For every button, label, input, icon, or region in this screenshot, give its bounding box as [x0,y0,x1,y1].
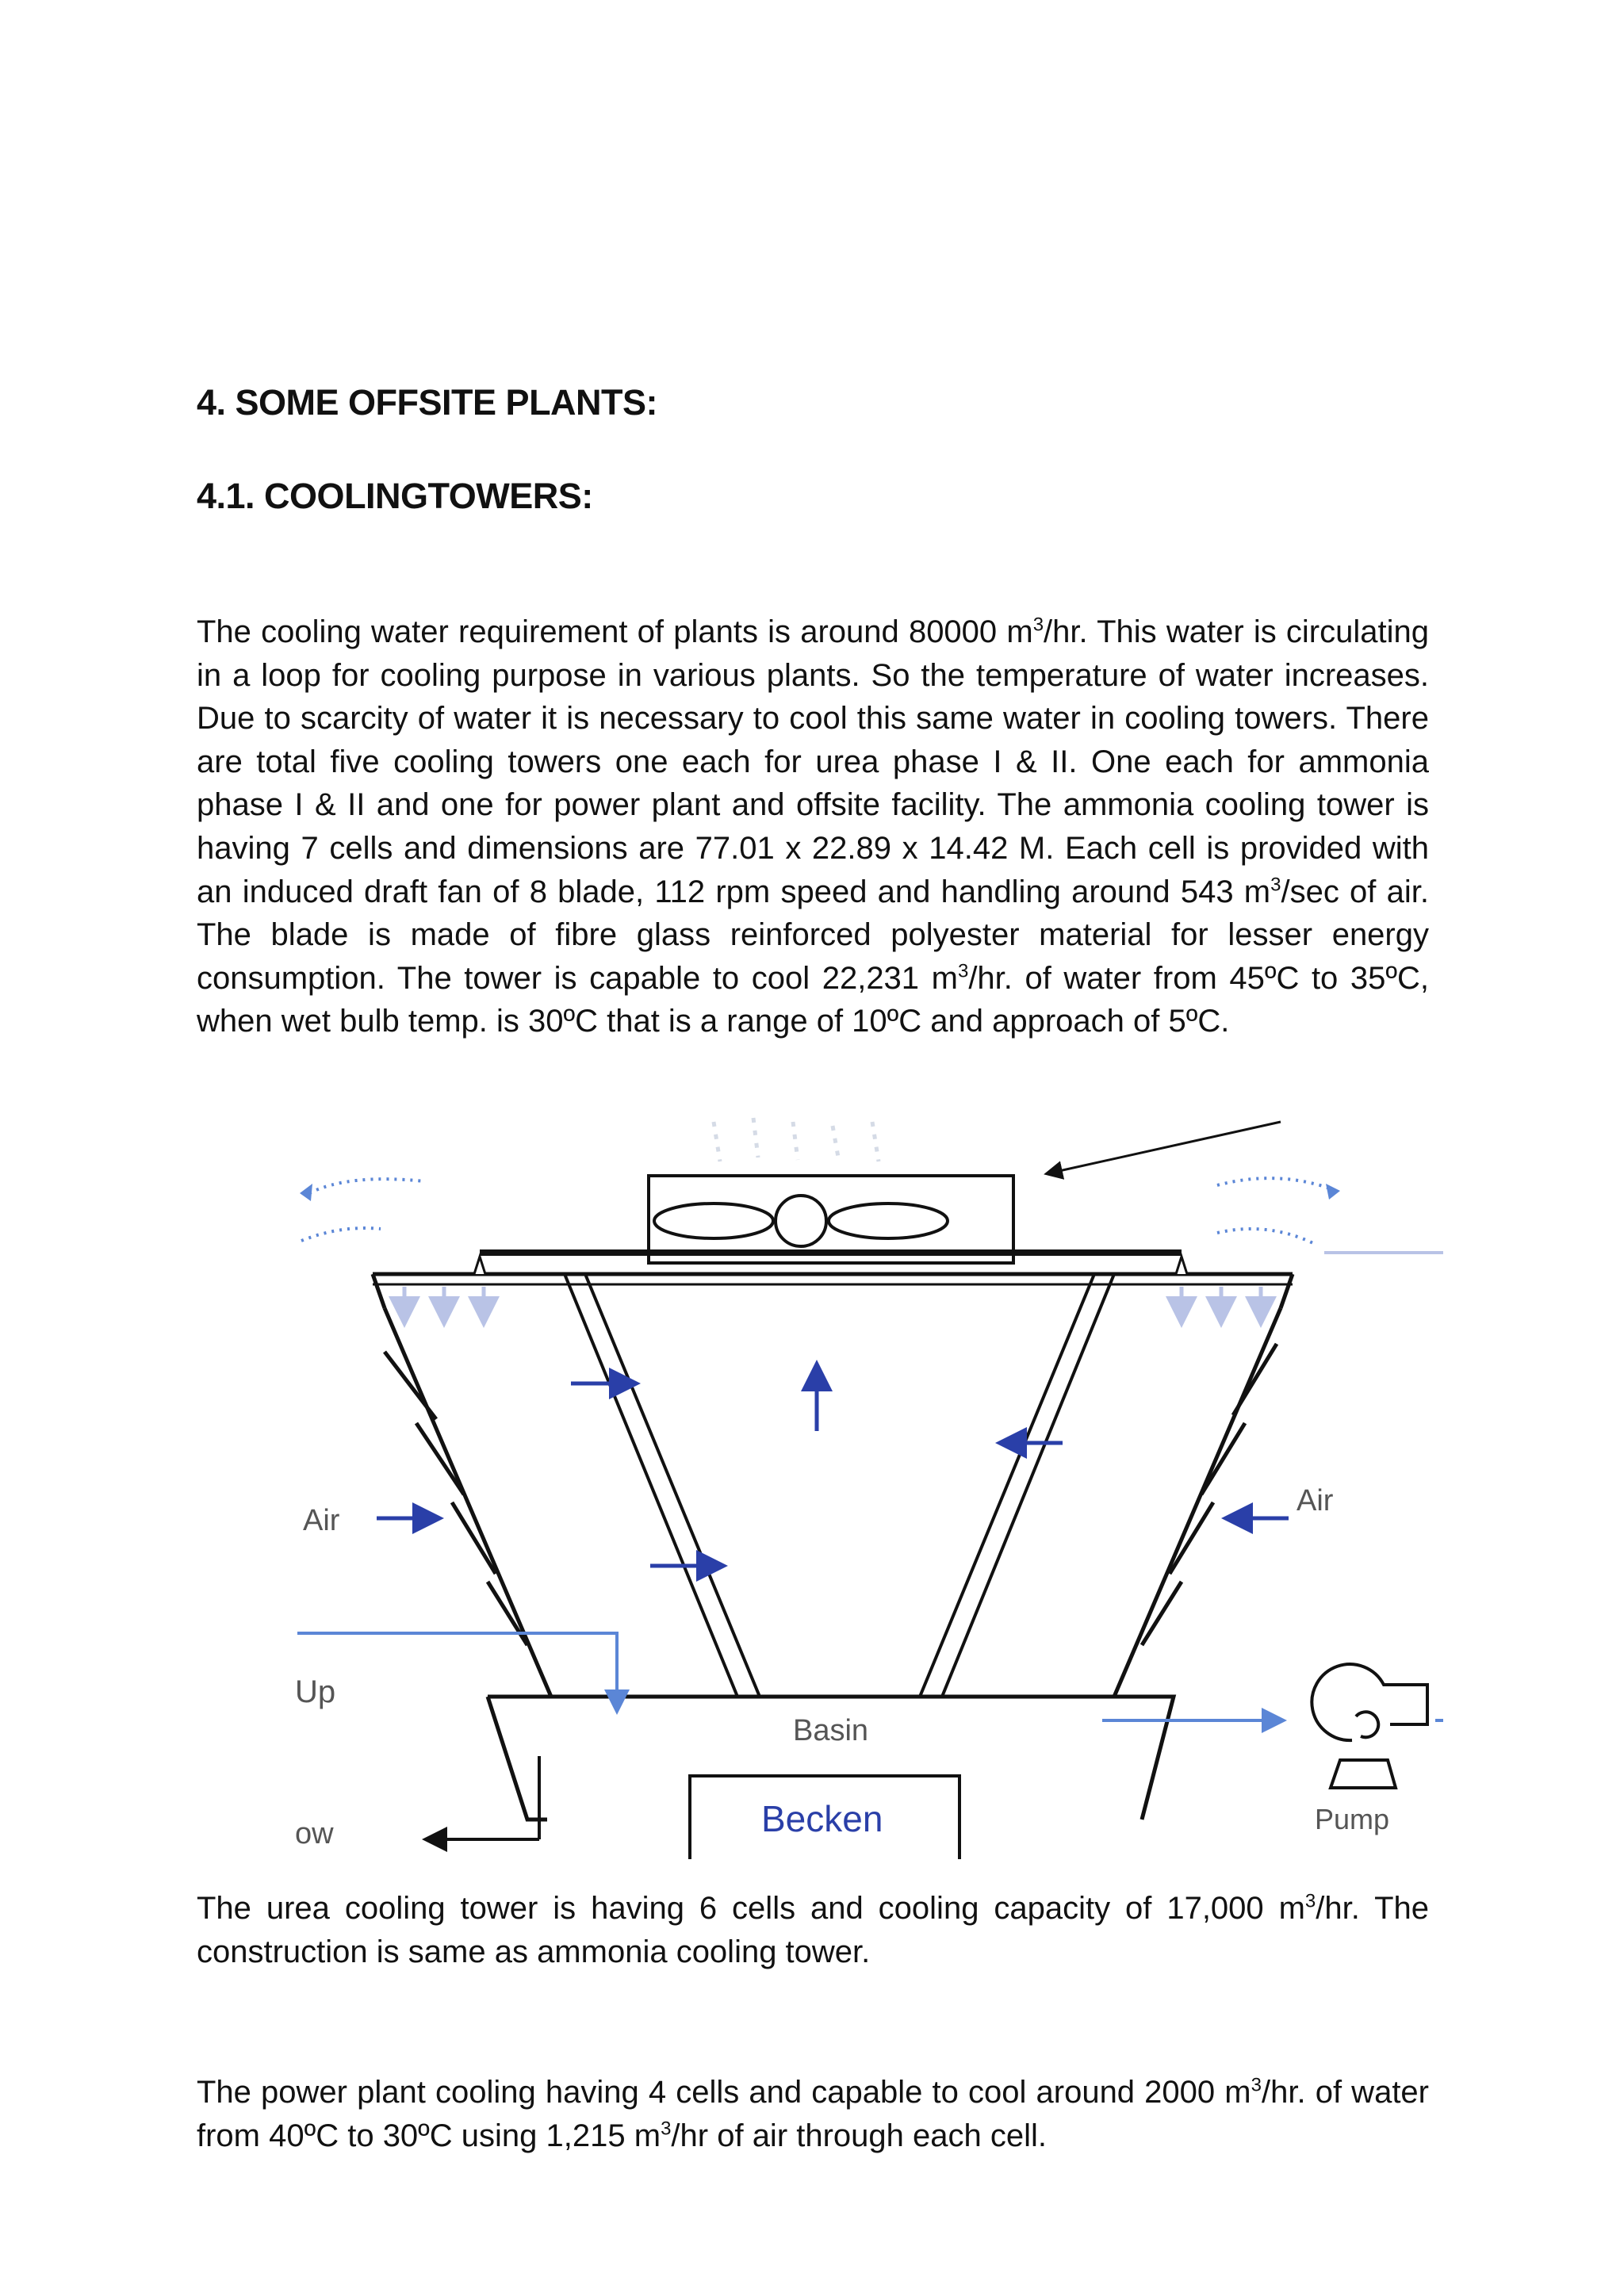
superscript: 3 [1304,1890,1316,1912]
text-span: The cooling water requirement of plants is around 80000 m [197,614,1033,649]
paragraph-power-plant-tower [197,2071,1429,2157]
exhaust-arrowheads [300,1184,1340,1201]
superscript: 3 [957,960,969,982]
becken-label: Becken [761,1798,883,1839]
superscript: 3 [1032,614,1044,636]
text-span: The power plant cooling having 4 cells and capable to cool around 2000 m [197,2075,1251,2110]
cooling-tower-diagram [285,1106,1443,1859]
air-right-label: Air [1297,1484,1334,1517]
text-span: /hr. The construction is same as ammonia cooling tower. [197,1891,1429,1969]
superscript: 3 [1251,2074,1262,2096]
basin-label: Basin [793,1714,869,1747]
section-heading: 4. SOME OFFSITE PLANTS: [197,382,658,423]
subsection-heading: 4.1. COOLINGTOWERS: [197,476,593,516]
superscript: 3 [1270,874,1281,896]
text-span: /hr. This water is circulating in a loop for cooling purpose in various plants. So the temperature of water increases. Due to scarcity of water it is necessary to cool this same water in cooling towers. There are total five cooling towers one each for urea phase I & II. One each for ammonia phase I & II and one for power plant and offsite facility. The ammonia cooling tower is having 7 cells and dimensions are 77.01 x 22.89 x 14.42 M. Each cell is provided with an induced draft fan of 8 blade, 112 rpm speed and handling around 543 m [197,614,1429,909]
pointer-arrow [1048,1122,1281,1173]
superscript: 3 [661,2118,672,2140]
text-span: The urea cooling tower is having 6 cells and cooling capacity of 17,000 m [197,1891,1305,1926]
text-span: /hr of air through each cell. [671,2118,1048,2153]
text-span: /hr. of water from 45ºC to 35ºC, when wet bulb temp. is 30ºC that is a range of 10ºC and approach of 5ºC. [197,960,1429,1039]
pump-icon [1312,1664,1427,1788]
paragraph-urea-tower [197,1887,1429,1973]
air-left-label: Air [303,1504,340,1537]
spray-arrows [404,1287,1261,1320]
top-deck [373,1253,1293,1284]
up-label: Up [295,1674,336,1709]
paragraph-cooling-requirement [197,610,1429,1043]
exhaust-vapour [714,1118,879,1161]
ow-label: ow [295,1817,334,1850]
pump-label: Pump [1315,1803,1390,1835]
text-span: /sec of air. The blade is made of fibre glass reinforced polyester material for lesser energy consumption. The tower is capable to cool 22,231 m [197,874,1429,996]
text-span: /hr. of water from 40ºC to 30ºC using 1,215 m [197,2075,1429,2153]
airflow-arrows [377,1368,1289,1566]
